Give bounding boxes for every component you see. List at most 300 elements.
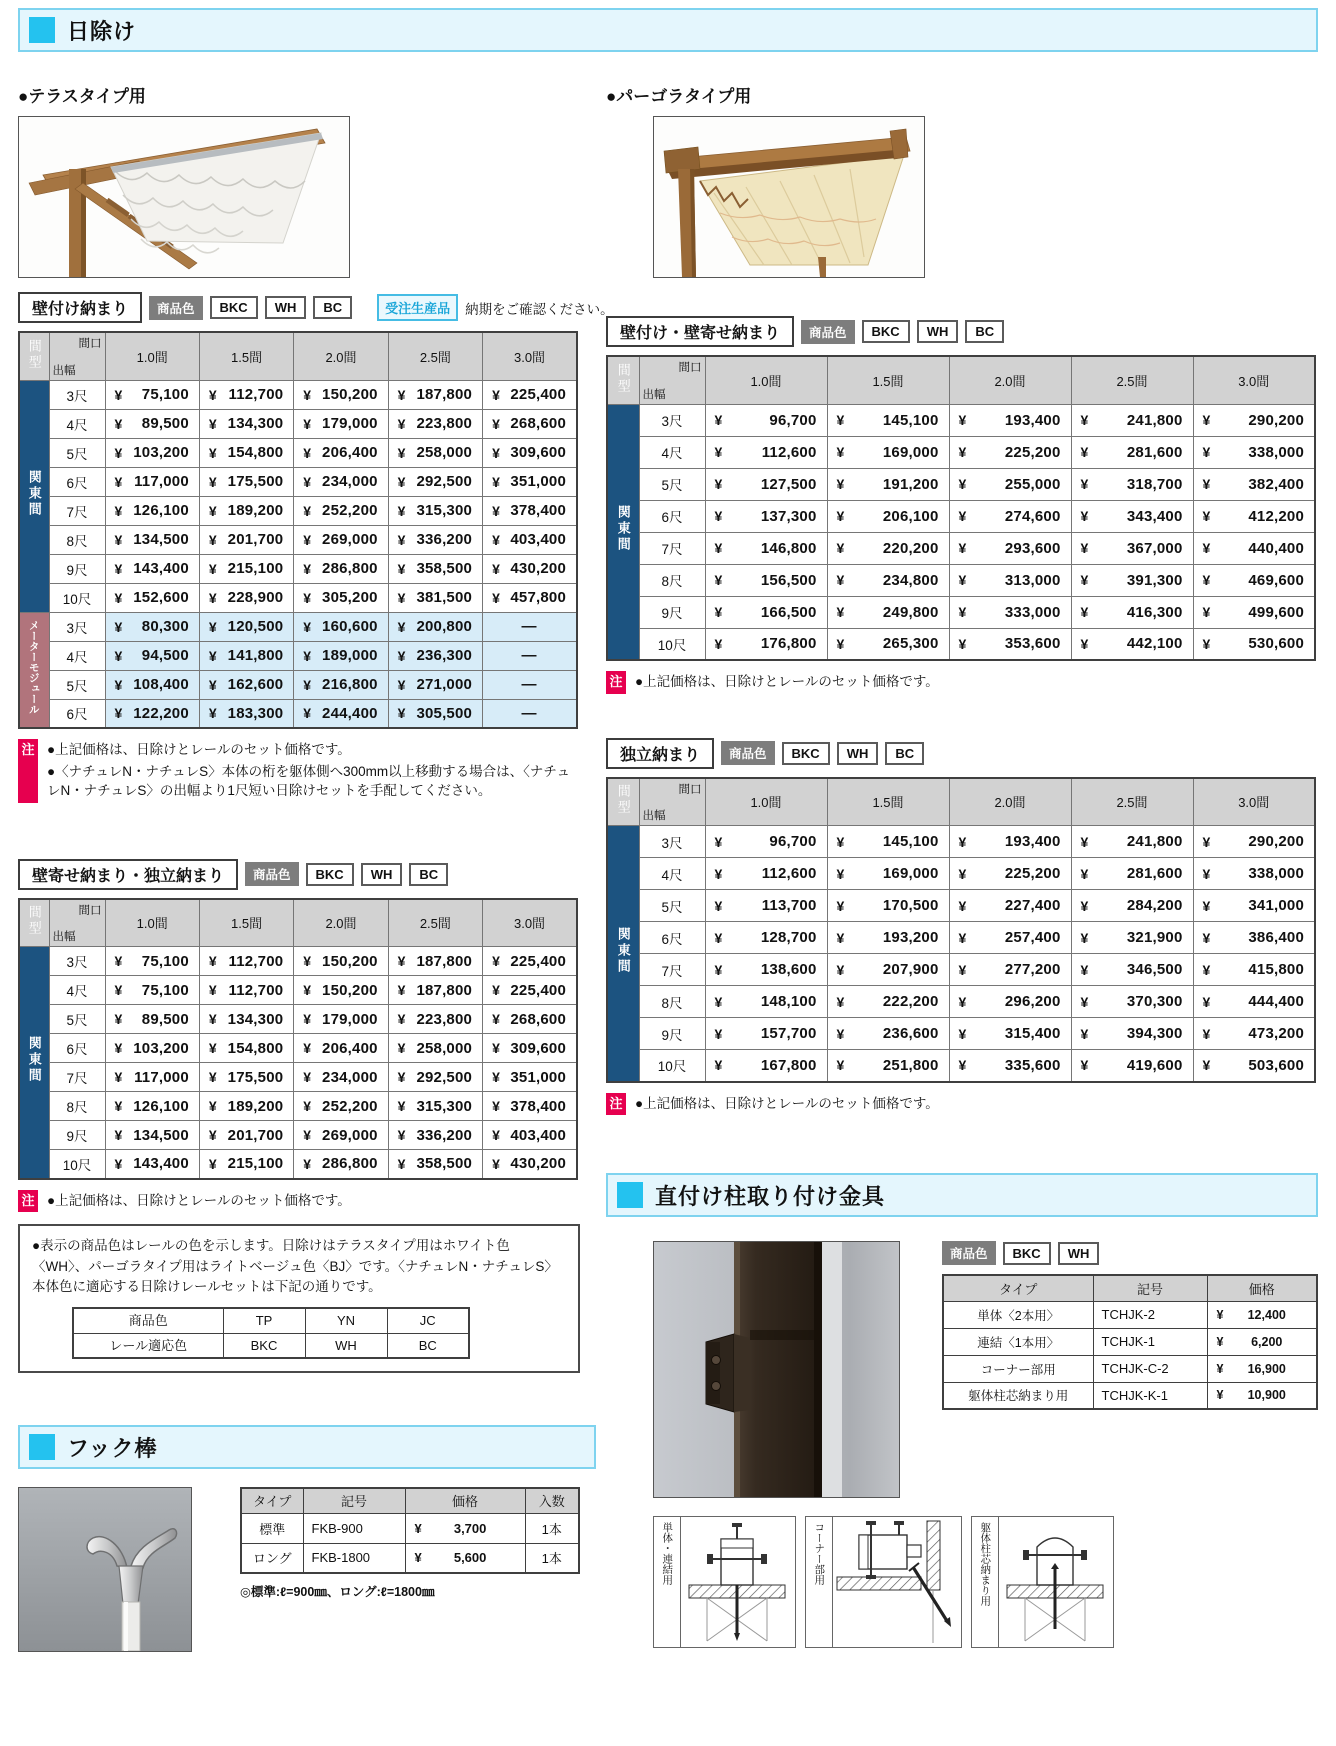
pergola-awning-illustration (654, 117, 924, 277)
table-cell: ¥ 94,500 (105, 641, 199, 670)
table-header-cell: 2.0間 (294, 899, 388, 947)
table-cell: ¥ 257,400 (949, 922, 1071, 954)
table-header-cell: 1.5間 (199, 899, 293, 947)
terrace-heading: ●テラスタイプ用 (18, 87, 146, 106)
table-cell: ¥ 145,100 (827, 826, 949, 858)
table-header-cell: 関東間 (19, 380, 49, 612)
table-cell: ¥ 241,800 (1071, 404, 1193, 436)
note-line: ●〈ナチュレN・ナチュレS〉本体の桁を躯体側へ300mm以上移動する場合は、〈ナチュレN・ナチュレS〉の出幅より1尺短い日除けセットを手配してください。 (47, 763, 570, 799)
table-cell: TP (223, 1308, 305, 1333)
table-cell: ¥ 296,200 (949, 986, 1071, 1018)
table-cell: ¥ 134,300 (199, 1005, 293, 1034)
table-cell: ¥ 281,600 (1071, 436, 1193, 468)
table-cell: ¥ 193,400 (949, 404, 1071, 436)
pergola-wall-section-header (606, 316, 1318, 347)
table-cell: ¥ 126,100 (105, 1092, 199, 1121)
table-cell: 9尺 (639, 596, 705, 628)
page-title: 日除け (67, 18, 137, 44)
color-chip-bc: BC (409, 863, 448, 886)
table-cell: TCHJK-2 (1093, 1301, 1207, 1328)
table-cell: ¥ 341,000 (1193, 890, 1315, 922)
table-cell: ¥ 206,400 (294, 1034, 388, 1063)
hook-bar-photo (18, 1487, 192, 1652)
table-cell: ¥ 162,600 (199, 670, 293, 699)
table-cell: 6尺 (639, 922, 705, 954)
table-cell: 10尺 (49, 583, 105, 612)
table-cell: ¥ 201,700 (199, 525, 293, 554)
table-cell: ¥ 338,000 (1193, 436, 1315, 468)
table-header-cell: メーターモジュール (19, 612, 49, 728)
bracket-price-table (942, 1274, 1318, 1410)
table-cell: ¥ 442,100 (1071, 628, 1193, 660)
table-cell: ¥ 157,700 (705, 1018, 827, 1050)
table-header-cell: 1.0間 (705, 356, 827, 404)
table-cell: 6尺 (49, 1034, 105, 1063)
table-header-cell: 3.0間 (483, 899, 577, 947)
color-chip-bkc: BKC (306, 863, 354, 886)
table-cell: 10尺 (639, 628, 705, 660)
table-cell: ¥ 440,400 (1193, 532, 1315, 564)
content-columns (18, 68, 1318, 1652)
table-cell: ¥ 346,500 (1071, 954, 1193, 986)
table-cell: ¥ 292,500 (388, 1063, 482, 1092)
table-header-cell: 関東間 (19, 947, 49, 1179)
table-header-cell: 2.5間 (1071, 356, 1193, 404)
table-cell: — (483, 699, 577, 728)
table-cell: ¥ 5,600 (405, 1543, 525, 1573)
table-header-cell: 3.0間 (1193, 778, 1315, 826)
table-cell: ¥ 122,200 (105, 699, 199, 728)
section-marker-icon (29, 17, 55, 43)
product-color-label: 商品色 (149, 296, 203, 320)
table-cell: JC (387, 1308, 469, 1333)
table-header-cell: 間型 (607, 356, 639, 404)
table-cell: ¥ 315,300 (388, 1092, 482, 1121)
table-cell: ¥ 89,500 (105, 409, 199, 438)
section-marker-icon (29, 1434, 55, 1460)
note-badge: 注 (606, 671, 626, 694)
table-cell: 躯体柱芯納まり用 (943, 1382, 1093, 1409)
table-cell: 3尺 (639, 404, 705, 436)
table-cell: ¥ 284,200 (1071, 890, 1193, 922)
hook-bar-note: ◎標準:ℓ=900㎜、ロング:ℓ=1800㎜ (240, 1585, 435, 1599)
table-header-cell: 3.0間 (1193, 356, 1315, 404)
bracket-color-row (942, 1241, 1318, 1265)
table-header-cell: 1.5間 (199, 332, 293, 380)
note-line: ●上記価格は、日除けとレールのセット価格です。 (47, 1192, 351, 1208)
table-cell: ¥ 353,600 (949, 628, 1071, 660)
table-cell: ¥ 187,800 (388, 380, 482, 409)
table-cell: ¥ 150,200 (294, 380, 388, 409)
note-text (635, 671, 939, 694)
table-cell: 4尺 (639, 858, 705, 890)
bracket-title: 直付け柱取り付け金具 (655, 1183, 886, 1209)
table-cell: ¥ 430,200 (483, 554, 577, 583)
table-cell: ¥ 271,000 (388, 670, 482, 699)
table-cell: ¥ 16,900 (1207, 1355, 1317, 1382)
table-header-cell: 2.0間 (294, 332, 388, 380)
section-marker-icon (617, 1182, 643, 1208)
color-chip-bkc: BKC (862, 320, 910, 343)
table-cell: 8尺 (49, 1092, 105, 1121)
table-cell: ¥ 335,600 (949, 1050, 1071, 1082)
table-cell: ¥ 187,800 (388, 947, 482, 976)
table-cell: ¥ 386,400 (1193, 922, 1315, 954)
note-text (635, 1093, 939, 1116)
table-header-cell: 関東間 (607, 826, 639, 1082)
table-cell: 4尺 (49, 976, 105, 1005)
table-cell: 単体〈2本用〉 (943, 1301, 1093, 1328)
table-header-cell: 2.5間 (1071, 778, 1193, 826)
table-cell: ¥ 223,800 (388, 409, 482, 438)
table-cell: ¥ 206,400 (294, 438, 388, 467)
table-cell: ¥ 166,500 (705, 596, 827, 628)
table-cell: 3尺 (49, 380, 105, 409)
table-cell: ¥ 112,700 (199, 947, 293, 976)
color-info-box (18, 1224, 580, 1373)
table-cell: ¥ 381,500 (388, 583, 482, 612)
color-info-text: ●表示の商品色はレールの色を示します。日除けはテラスタイプ用はホワイト色〈WH〉、パーゴラタイプ用はライトベージュ色〈BJ〉です。〈ナチュレN・ナチュレS〉本体色に適応する日除けレールセットは下記の通りです。 (32, 1238, 558, 1294)
table-cell: ¥ 313,000 (949, 564, 1071, 596)
table-cell: ¥ 333,000 (949, 596, 1071, 628)
table-cell: TCHJK-C-2 (1093, 1355, 1207, 1382)
diagram-corner (805, 1516, 962, 1648)
table-cell: ¥ 175,500 (199, 1063, 293, 1092)
diagram-label: コーナー部用 (806, 1517, 833, 1647)
table-cell: TCHJK-K-1 (1093, 1382, 1207, 1409)
table-cell: ¥ 277,200 (949, 954, 1071, 986)
color-chip-wh: WH (361, 863, 403, 886)
color-chip-wh: WH (837, 742, 879, 765)
table-cell: ¥ 126,100 (105, 496, 199, 525)
table-cell: ¥ 258,000 (388, 1034, 482, 1063)
table-cell: ¥ 134,500 (105, 1121, 199, 1150)
table-cell: ¥ 252,200 (294, 496, 388, 525)
table-cell: 7尺 (49, 496, 105, 525)
table-cell: ¥ 234,800 (827, 564, 949, 596)
table-cell: ¥ 128,700 (705, 922, 827, 954)
diagram-label: 単体・連結用 (654, 1517, 681, 1647)
table-header-cell: 関東間 (607, 404, 639, 660)
table-cell: ¥ 225,200 (949, 858, 1071, 890)
color-chip-bc: BC (965, 320, 1004, 343)
table-cell: 5尺 (639, 890, 705, 922)
wall-mount-price-table (18, 331, 578, 729)
table-cell: ¥ 225,400 (483, 947, 577, 976)
table-header-cell: 入数 (525, 1488, 579, 1513)
pergola-independent-price-table (606, 777, 1316, 1083)
wayose-section-header (18, 859, 580, 890)
table-cell: ¥ 134,300 (199, 409, 293, 438)
table-cell: 9尺 (49, 1121, 105, 1150)
table-cell: WH (305, 1333, 387, 1358)
table-cell: ¥ 138,600 (705, 954, 827, 986)
table-cell: ¥ 530,600 (1193, 628, 1315, 660)
table-cell: ¥ 457,800 (483, 583, 577, 612)
table-cell: ¥ 499,600 (1193, 596, 1315, 628)
table-cell: ¥ 134,500 (105, 525, 199, 554)
table-cell: 1本 (525, 1513, 579, 1543)
table-cell: ¥ 193,400 (949, 826, 1071, 858)
table-cell: ¥ 96,700 (705, 826, 827, 858)
table-cell: ¥ 244,400 (294, 699, 388, 728)
table-header-cell: 間型 (19, 332, 49, 380)
wall-mount-section-header (18, 292, 614, 323)
table-cell: ¥ 160,600 (294, 612, 388, 641)
table-cell: ¥ 255,000 (949, 468, 1071, 500)
color-chip-bkc: BKC (782, 742, 830, 765)
table-header-cell: 1.0間 (105, 332, 199, 380)
table-header-cell: 2.5間 (388, 332, 482, 380)
table-cell: ¥ 305,200 (294, 583, 388, 612)
table-cell: 10尺 (49, 1150, 105, 1179)
table-cell: ¥ 503,600 (1193, 1050, 1315, 1082)
table-cell: ¥ 258,000 (388, 438, 482, 467)
note-text (47, 1190, 351, 1213)
table-cell: レール適応色 (73, 1333, 223, 1358)
table-cell: ¥ 143,400 (105, 554, 199, 583)
table-cell: ¥ 117,000 (105, 467, 199, 496)
table-cell: ¥ 225,400 (483, 976, 577, 1005)
table-cell: ¥ 293,600 (949, 532, 1071, 564)
color-chip-wh: WH (265, 296, 307, 319)
table-cell: ¥ 175,500 (199, 467, 293, 496)
table-cell: ¥ 281,600 (1071, 858, 1193, 890)
table-cell: ¥ 305,500 (388, 699, 482, 728)
table-cell: 4尺 (49, 641, 105, 670)
pergola-independent-notes (606, 1093, 1318, 1116)
table-cell: ¥ 469,600 (1193, 564, 1315, 596)
table-header-cell: 3.0間 (483, 332, 577, 380)
wall-mount-notes (18, 739, 580, 803)
table-cell: ¥ 358,500 (388, 554, 482, 583)
table-cell: ¥ 274,600 (949, 500, 1071, 532)
product-color-label: 商品色 (801, 320, 855, 344)
single-joint-diagram (681, 1517, 793, 1647)
pergola-wall-price-table (606, 355, 1316, 661)
color-chip-bc: BC (885, 742, 924, 765)
table-header-cell: 価格 (1207, 1275, 1317, 1301)
terrace-awning-illustration (19, 117, 349, 277)
table-cell: ¥ 143,400 (105, 1150, 199, 1179)
table-cell: ¥ 444,400 (1193, 986, 1315, 1018)
color-chip-bkc: BKC (1003, 1242, 1051, 1265)
hook-bar-table-wrap (240, 1487, 580, 1600)
table-cell: ¥ 343,400 (1071, 500, 1193, 532)
table-cell: FKB-900 (303, 1513, 405, 1543)
table-header-cell: 間口 出幅 (639, 778, 705, 826)
bracket-diagrams (653, 1516, 1318, 1648)
diagram-single-joint (653, 1516, 796, 1648)
table-cell: ¥ 249,800 (827, 596, 949, 628)
table-cell: ¥ 290,200 (1193, 826, 1315, 858)
table-cell: ¥ 113,700 (705, 890, 827, 922)
post-bracket-illustration (654, 1242, 900, 1497)
table-cell: 3尺 (49, 947, 105, 976)
table-header-cell: 1.0間 (705, 778, 827, 826)
table-cell: ¥ 370,300 (1071, 986, 1193, 1018)
product-color-label: 商品色 (245, 862, 299, 886)
pergola-wall-notes (606, 671, 1318, 694)
table-cell: 4尺 (49, 409, 105, 438)
table-header-cell: 1.5間 (827, 356, 949, 404)
table-cell: ¥ 315,400 (949, 1018, 1071, 1050)
note-line: ●上記価格は、日除けとレールのセット価格です。 (47, 742, 351, 757)
table-cell: ¥ 309,600 (483, 1034, 577, 1063)
pergola-product-photo (653, 116, 925, 278)
table-cell: ¥ 315,300 (388, 496, 482, 525)
table-cell: ¥ 269,000 (294, 1121, 388, 1150)
table-cell: ¥ 236,600 (827, 1018, 949, 1050)
table-header-cell: タイプ (241, 1488, 303, 1513)
table-cell: ¥ 89,500 (105, 1005, 199, 1034)
table-cell: ¥ 117,000 (105, 1063, 199, 1092)
table-header-cell: タイプ (943, 1275, 1093, 1301)
wayose-price-table (18, 898, 578, 1180)
note-line: ●上記価格は、日除けとレールのセット価格です。 (635, 1095, 939, 1111)
table-header-cell: 間口 出幅 (49, 899, 105, 947)
hook-bar-title-bar (18, 1425, 596, 1469)
table-cell: ¥ 12,400 (1207, 1301, 1317, 1328)
table-cell: ¥ 189,200 (199, 1092, 293, 1121)
table-cell: ¥ 265,300 (827, 628, 949, 660)
table-cell: 4尺 (639, 436, 705, 468)
order-production-tag: 受注生産品 (377, 294, 458, 321)
terrace-column (18, 68, 614, 1652)
table-cell: ¥ 112,700 (199, 976, 293, 1005)
table-cell: 5尺 (49, 438, 105, 467)
table-cell: ¥ 80,300 (105, 612, 199, 641)
table-cell: ¥ 321,900 (1071, 922, 1193, 954)
table-cell: ¥ 6,200 (1207, 1328, 1317, 1355)
color-chip-bc: BC (313, 296, 352, 319)
table-header-cell: 2.0間 (949, 778, 1071, 826)
table-cell: ¥ 227,400 (949, 890, 1071, 922)
color-chip-wh: WH (917, 320, 959, 343)
note-badge: 注 (18, 1190, 38, 1213)
table-cell: ¥ 336,200 (388, 1121, 482, 1150)
diagram-core-post (971, 1516, 1114, 1648)
table-header-cell: 間口 出幅 (49, 332, 105, 380)
table-cell: BKC (223, 1333, 305, 1358)
table-cell: — (483, 670, 577, 699)
table-cell: ¥ 223,800 (388, 1005, 482, 1034)
table-cell: ¥ 241,800 (1071, 826, 1193, 858)
table-cell: ¥ 252,200 (294, 1092, 388, 1121)
table-cell: ¥ 228,900 (199, 583, 293, 612)
table-header-cell: 価格 (405, 1488, 525, 1513)
table-cell: ¥ 127,500 (705, 468, 827, 500)
note-line: ●上記価格は、日除けとレールのセット価格です。 (635, 674, 939, 689)
wall-mount-title: 壁付け納まり (18, 292, 142, 323)
bracket-table-wrap (942, 1241, 1318, 1410)
pergola-independent-section-header (606, 738, 1318, 769)
table-cell: ¥ 358,500 (388, 1150, 482, 1179)
table-cell: ¥ 215,100 (199, 554, 293, 583)
table-cell: ¥ 394,300 (1071, 1018, 1193, 1050)
table-cell: ¥ 200,800 (388, 612, 482, 641)
table-cell: ¥ 382,400 (1193, 468, 1315, 500)
table-cell: ¥ 193,200 (827, 922, 949, 954)
table-cell: 3尺 (49, 612, 105, 641)
table-cell: ¥ 103,200 (105, 1034, 199, 1063)
table-cell: 9尺 (49, 554, 105, 583)
table-cell: ロング (241, 1543, 303, 1573)
table-cell: 8尺 (49, 525, 105, 554)
table-header-cell: 2.5間 (388, 899, 482, 947)
table-cell: ¥ 187,800 (388, 976, 482, 1005)
note-text (47, 739, 580, 803)
table-cell: ¥ 112,600 (705, 858, 827, 890)
table-cell: ¥ 403,400 (483, 1121, 577, 1150)
color-chip-wh: WH (1058, 1242, 1100, 1265)
table-header-cell: 2.0間 (949, 356, 1071, 404)
table-cell: ¥ 150,200 (294, 976, 388, 1005)
bracket-content (606, 1241, 1318, 1498)
hook-bar-table (240, 1487, 580, 1574)
table-cell: 5尺 (49, 670, 105, 699)
table-cell: ¥ 419,600 (1071, 1050, 1193, 1082)
order-production-note: 納期をご確認ください。 (465, 301, 614, 317)
table-cell: ¥ 351,000 (483, 467, 577, 496)
table-cell: 10尺 (639, 1050, 705, 1082)
table-cell: ¥ 236,300 (388, 641, 482, 670)
pergola-wall-title: 壁付け・壁寄せ納まり (606, 316, 794, 347)
table-cell: ¥ 146,800 (705, 532, 827, 564)
table-cell: ¥ 338,000 (1193, 858, 1315, 890)
hook-bar-content (18, 1487, 580, 1652)
table-cell: ¥ 170,500 (827, 890, 949, 922)
table-cell: ¥ 416,300 (1071, 596, 1193, 628)
table-cell: ¥ 251,800 (827, 1050, 949, 1082)
table-cell: ¥ 169,000 (827, 858, 949, 890)
hook-rod-illustration (19, 1488, 192, 1651)
table-cell: TCHJK-1 (1093, 1328, 1207, 1355)
note-badge: 注 (606, 1093, 626, 1116)
table-cell: ¥ 189,200 (199, 496, 293, 525)
table-header-cell: 間口 出幅 (639, 356, 705, 404)
diagram-label: 躯体柱芯納まり用 (972, 1517, 999, 1647)
table-cell: ¥ 191,200 (827, 468, 949, 500)
table-cell: ¥ 412,200 (1193, 500, 1315, 532)
table-cell: — (483, 641, 577, 670)
table-cell: ¥ 120,500 (199, 612, 293, 641)
table-cell: ¥ 336,200 (388, 525, 482, 554)
pergola-heading: ●パーゴラタイプ用 (606, 87, 752, 106)
table-cell: 標準 (241, 1513, 303, 1543)
table-cell: ¥ 179,000 (294, 409, 388, 438)
table-cell: 商品色 (73, 1308, 223, 1333)
pergola-column (606, 68, 1318, 1652)
table-cell: 7尺 (49, 1063, 105, 1092)
table-cell: ¥ 152,600 (105, 583, 199, 612)
table-cell: ¥ 145,100 (827, 404, 949, 436)
table-cell: ¥ 183,300 (199, 699, 293, 728)
table-cell: ¥ 216,800 (294, 670, 388, 699)
hook-bar-title: フック棒 (67, 1435, 158, 1461)
table-cell: 8尺 (639, 986, 705, 1018)
core-post-diagram (999, 1517, 1111, 1647)
table-cell: 8尺 (639, 564, 705, 596)
table-cell: ¥ 403,400 (483, 525, 577, 554)
table-cell: ¥ 141,800 (199, 641, 293, 670)
table-cell: ¥ 112,600 (705, 436, 827, 468)
table-cell: ¥ 207,900 (827, 954, 949, 986)
table-cell: ¥ 220,200 (827, 532, 949, 564)
table-cell: ¥ 286,800 (294, 554, 388, 583)
table-cell: ¥ 415,800 (1193, 954, 1315, 986)
table-cell: ¥ 430,200 (483, 1150, 577, 1179)
